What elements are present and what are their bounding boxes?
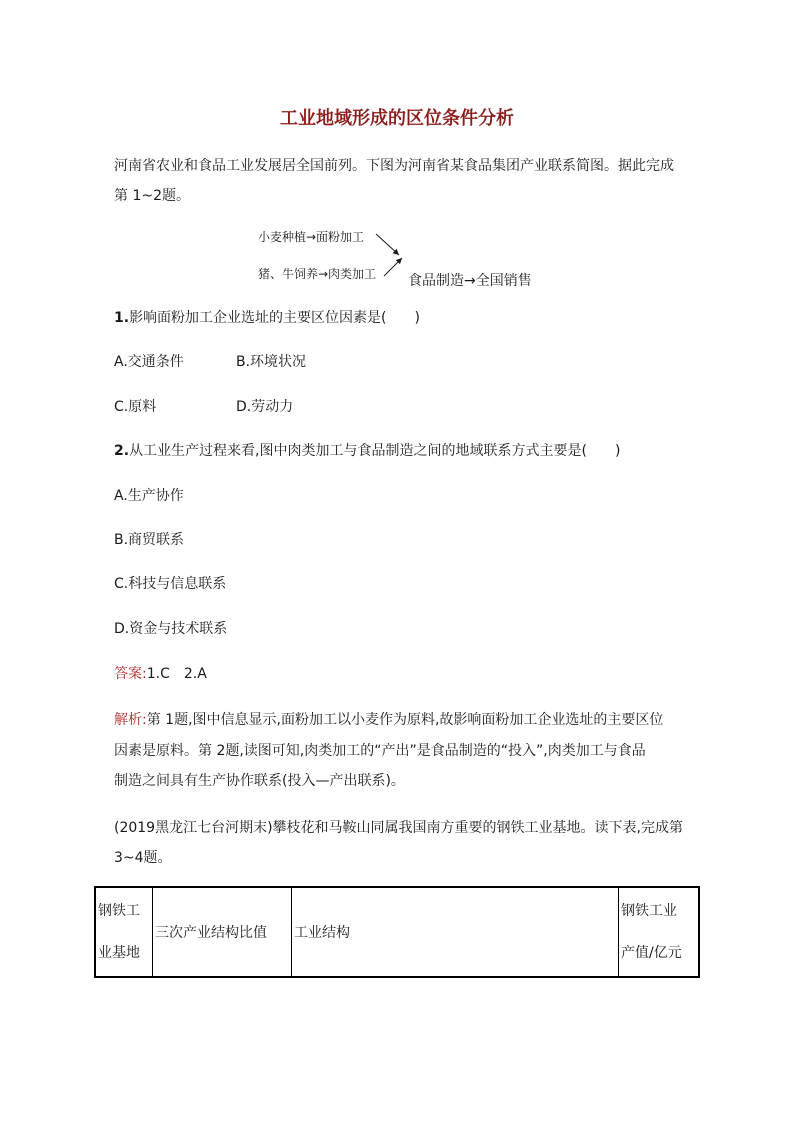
header-steel-output-l2: 产值/亿元 [621, 945, 682, 961]
analysis-text-1: 第 1题,图中信息显示,面粉加工以小麦作为原料,故影响面粉加工企业选址的主要区位 [146, 712, 664, 728]
question-2-text: 从工业生产过程来看,图中肉类加工与食品制造之间的地域联系方式主要是( ) [129, 443, 621, 459]
diagram-result: 食品制造→全国销售 [408, 273, 532, 289]
q1-option-b[interactable]: B.环境状况 [236, 354, 307, 370]
q2-option-d[interactable]: D.资金与技术联系 [114, 621, 228, 637]
q2-option-a[interactable]: A.生产协作 [114, 488, 184, 504]
q1-option-d[interactable]: D.劳动力 [236, 399, 294, 415]
analysis-line-1 [114, 710, 663, 730]
intro-line-2: 第 1~2题。 [114, 188, 190, 204]
q2-option-b[interactable]: B.商贸联系 [114, 532, 185, 548]
analysis-label: 解析: [114, 712, 147, 728]
arrow-meat-to-food [384, 258, 402, 276]
page-title: 工业地域形成的区位条件分析 [280, 108, 514, 129]
header-steel-output-l1: 钢铁工业 [621, 903, 677, 919]
q1-option-c[interactable]: C.原料 [114, 399, 157, 415]
diagram-row-meat: 猪、牛饲养→肉类加工 [258, 267, 377, 281]
header-industry-ratio: 三次产业结构比值 [153, 887, 292, 977]
question-1-stem [114, 308, 420, 328]
header-steel-output [619, 887, 700, 977]
intro2-line-1: (2019黑龙江七台河期末)攀枝花和马鞍山同属我国南方重要的钢铁工业基地。读下表,完成第 [114, 820, 684, 836]
question-1-text: 影响面粉加工企业选址的主要区位因素是( ) [129, 310, 420, 326]
header-steel-base-l1: 钢铁工 [98, 903, 140, 919]
diagram-row-wheat: 小麦种植→面粉加工 [258, 230, 365, 244]
answer-label: 答案: [114, 666, 147, 682]
question-2-number: 2. [114, 443, 130, 459]
intro2-line-2: 3~4题。 [114, 850, 172, 866]
q1-option-a[interactable]: A.交通条件 [114, 354, 184, 370]
intro-line-1: 河南省农业和食品工业发展居全国前列。下图为河南省某食品集团产业联系简图。据此完成 [114, 158, 674, 174]
diagram-arrows [0, 0, 794, 400]
table-header-row [95, 887, 699, 977]
question-2-stem [114, 441, 620, 461]
question-1-number: 1. [114, 310, 130, 326]
q2-option-c[interactable]: C.科技与信息联系 [114, 576, 227, 592]
analysis-line-2: 因素是原料。第 2题,读图可知,肉类加工的“产出”是食品制造的“投入”,肉类加工与食品 [114, 743, 646, 759]
answer-line [114, 664, 207, 684]
header-steel-base [95, 887, 153, 977]
steel-base-table [94, 886, 700, 978]
header-steel-base-l2: 业基地 [98, 945, 140, 961]
header-industry-structure: 工业结构 [292, 887, 619, 977]
answer-text: 1.C 2.A [146, 666, 207, 682]
arrow-flour-to-food [376, 234, 399, 255]
analysis-line-3: 制造之间具有生产协作联系(投入—产出联系)。 [114, 773, 405, 789]
